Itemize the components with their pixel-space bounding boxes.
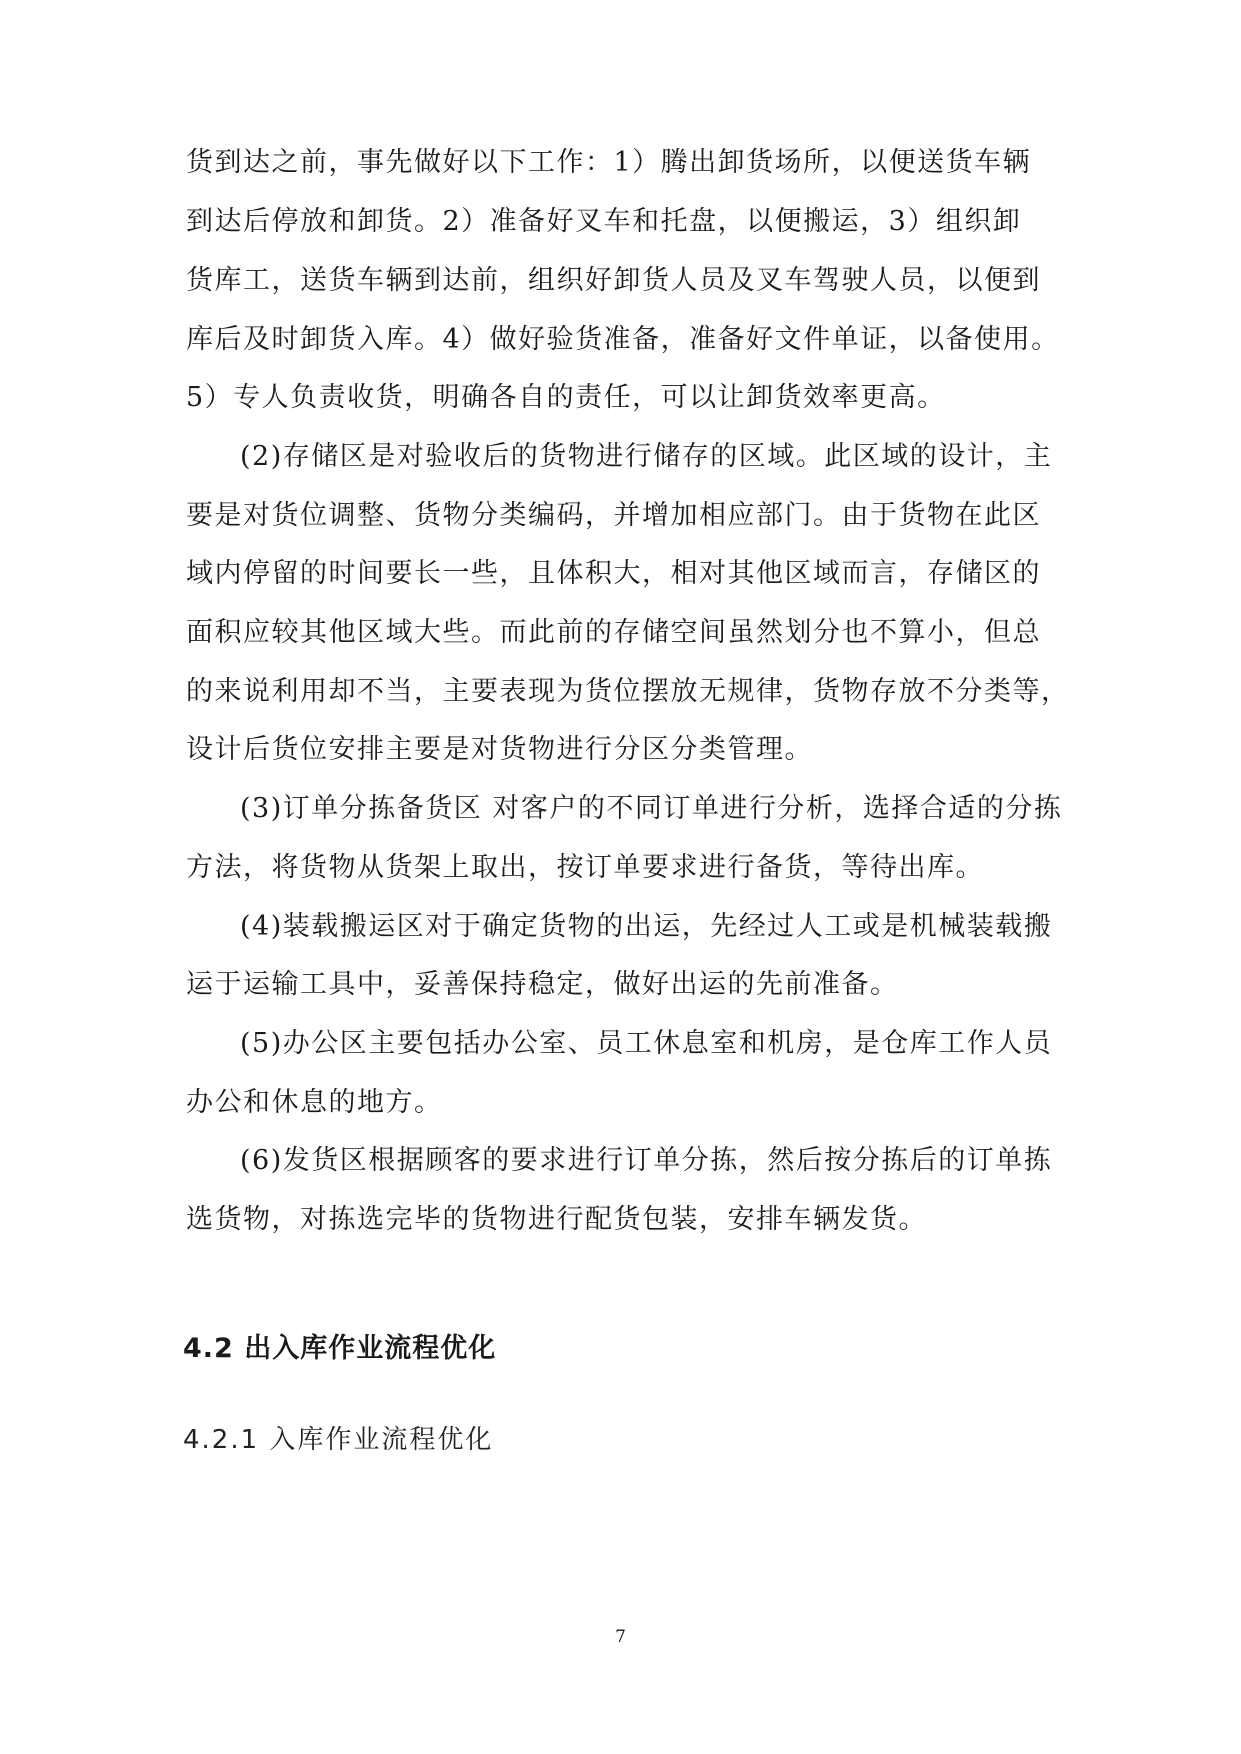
section-heading: 4.2 出入库作业流程优化 [183,1333,497,1364]
page-number: 7 [615,1627,626,1647]
paragraph-1-line-3: 货库工，送货车辆到达前，组织好卸货人员及叉车驾驶人员，以便到 [186,265,1041,296]
paragraph-3-line-2: 方法，将货物从货架上取出，按订单要求进行备货，等待出库。 [186,852,984,883]
paragraph-1-line-1: 货到达之前，事先做好以下工作：1）腾出卸货场所，以便送货车辆 [186,147,1032,178]
paragraph-2-line-4: 面积应较其他区域大些。而此前的存储空间虽然划分也不算小，但总 [186,617,1041,648]
paragraph-6-line-2: 选货物，对拣选完毕的货物进行配货包装，安排车辆发货。 [186,1204,927,1235]
paragraph-4-line-2: 运于运输工具中，妥善保持稳定，做好出运的先前准备。 [186,969,899,1000]
paragraph-3-line-1: (3)订单分拣备货区 对客户的不同订单进行分析，选择合适的分拣 [240,793,1063,824]
paragraph-2-line-1: (2)存储区是对验收后的货物进行储存的区域。此区域的设计，主 [240,441,1053,472]
paragraph-1-line-5: 5）专人负责收货，明确各自的责任，可以让卸货效率更高。 [186,382,946,413]
paragraph-4-line-1: (4)装载搬运区对于确定货物的出运，先经过人工或是机械装载搬 [240,911,1053,942]
paragraph-2-line-5: 的来说利用却不当，主要表现为货位摆放无规律，货物存放不分类等， [186,676,1070,707]
paragraph-2-line-3: 域内停留的时间要长一些，且体积大，相对其他区域而言，存储区的 [186,558,1041,589]
paragraph-2-line-2: 要是对货位调整、货物分类编码，并增加相应部门。由于货物在此区 [186,500,1041,531]
paragraph-2-line-6: 设计后货位安排主要是对货物进行分区分类管理。 [186,734,813,765]
paragraph-1-line-2: 到达后停放和卸货。2）准备好叉车和托盘，以便搬运，3）组织卸 [186,206,1022,237]
paragraph-6-line-1: (6)发货区根据顾客的要求进行订单分拣，然后按分拣后的订单拣 [240,1145,1053,1176]
paragraph-5-line-1: (5)办公区主要包括办公室、员工休息室和机房，是仓库工作人员 [240,1028,1053,1059]
paragraph-1-line-4: 库后及时卸货入库。4）做好验货准备，准备好文件单证，以备使用。 [186,324,1060,355]
paragraph-5-line-2: 办公和休息的地方。 [186,1087,443,1118]
subsection-heading: 4.2.1 入库作业流程优化 [183,1425,494,1455]
